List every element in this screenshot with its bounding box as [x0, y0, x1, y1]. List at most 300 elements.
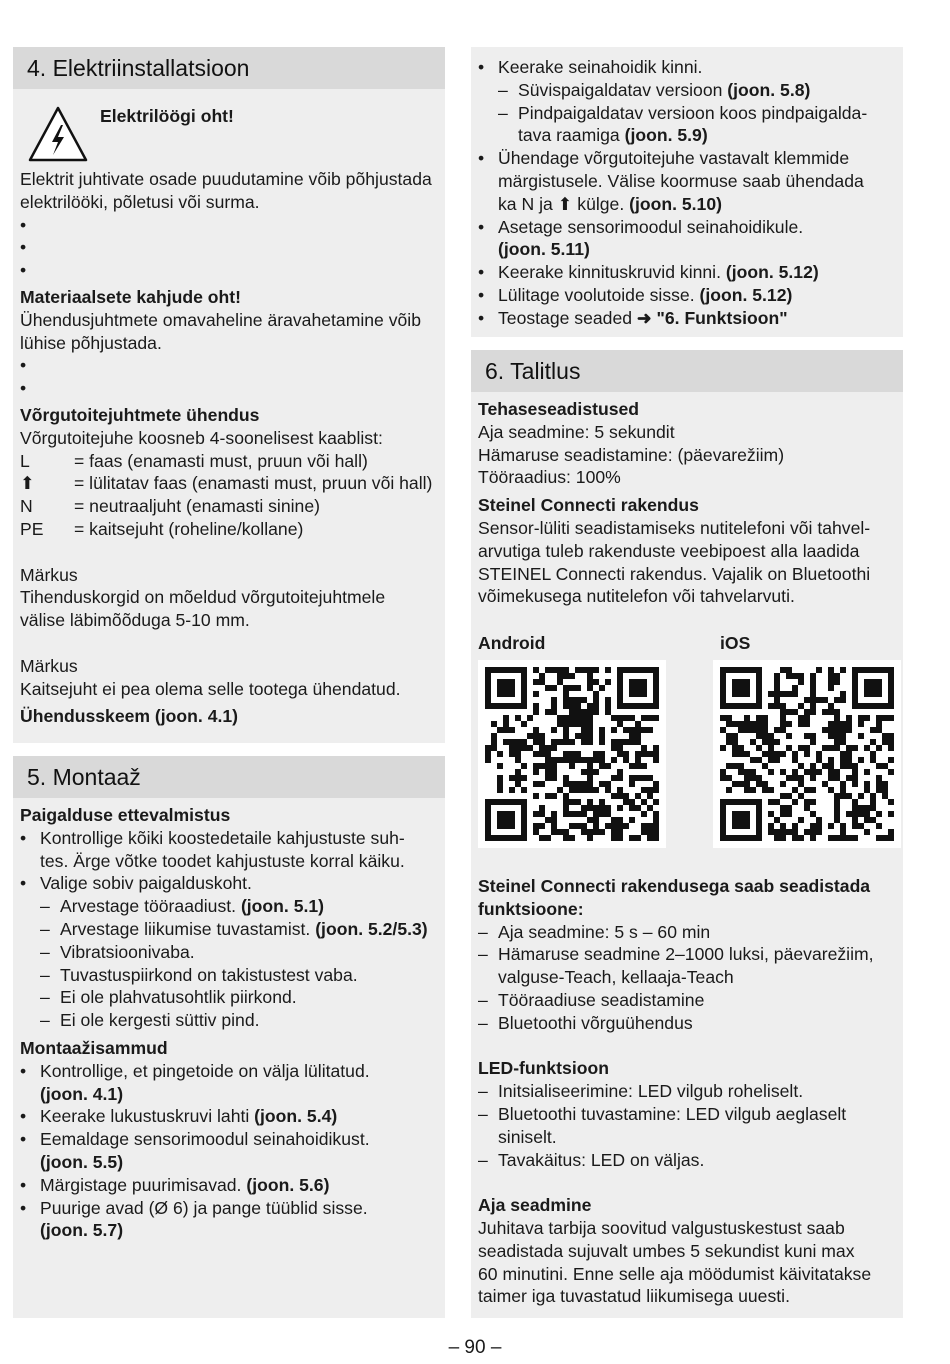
qr-module: [617, 685, 623, 691]
qr-module: [527, 745, 533, 751]
qr-module: [834, 721, 840, 727]
led-heading: LED-funktsioon: [478, 1058, 609, 1079]
android-qr-code[interactable]: [478, 660, 666, 848]
qr-module: [798, 673, 804, 679]
qr-module: [738, 769, 744, 775]
qr-module: [738, 745, 744, 751]
qr-module: [551, 685, 557, 691]
figure-reference: (joon. 5.6): [246, 1174, 330, 1195]
qr-module: [485, 679, 491, 685]
qr-module: [653, 673, 659, 679]
qr-module: [762, 721, 768, 727]
qr-module: [738, 685, 744, 691]
wire-description: = kaitsejuht (roheline/kollane): [74, 519, 304, 539]
time-text: 60 minutini. Enne selle aja möödumist käivitatakse: [478, 1263, 872, 1284]
qr-module: [563, 727, 569, 733]
qr-module: [726, 739, 732, 745]
qr-module: [587, 781, 593, 787]
qr-module: [503, 739, 509, 745]
qr-module: [828, 667, 834, 673]
qr-module: [828, 721, 834, 727]
qr-module: [569, 721, 575, 727]
qr-module: [521, 739, 527, 745]
qr-module: [834, 733, 840, 739]
qr-module: [876, 715, 882, 721]
list-item-text: Valige sobiv paigalduskoht.: [40, 873, 252, 894]
qr-module: [647, 715, 653, 721]
figure-reference: (joon. 5.1): [240, 896, 325, 917]
qr-module: [870, 757, 876, 763]
qr-module: [521, 811, 527, 817]
qr-module: [882, 739, 888, 745]
qr-module: [726, 763, 732, 769]
qr-module: [888, 679, 894, 685]
qr-module: [774, 691, 780, 697]
qr-module: [828, 775, 834, 781]
app-text: STEINEL Connecti rakendus. Vajalik on Bluetoothi: [478, 563, 871, 584]
qr-module: [491, 799, 497, 805]
qr-module: [720, 679, 726, 685]
qr-module: [738, 667, 744, 673]
qr-module: [864, 715, 870, 721]
qr-module: [738, 811, 744, 817]
qr-module: [834, 727, 840, 733]
qr-module: [485, 703, 491, 709]
ios-qr-code[interactable]: [713, 660, 901, 848]
qr-module: [647, 793, 653, 799]
qr-module: [515, 703, 521, 709]
functions-heading: Steinel Connecti rakendusega saab seadistada: [478, 876, 871, 896]
qr-module: [756, 757, 762, 763]
qr-module: [521, 829, 527, 835]
qr-module: [798, 763, 804, 769]
qr-module: [864, 781, 870, 787]
qr-module: [852, 835, 858, 841]
figure-reference: (joon. 5.5): [40, 1152, 124, 1172]
figure-reference: (joon. 5.7): [40, 1220, 124, 1241]
qr-module: [635, 733, 641, 739]
qr-module: [647, 823, 653, 829]
qr-module: [780, 793, 786, 799]
qr-module: [792, 751, 798, 757]
qr-module: [852, 679, 858, 685]
qr-module: [593, 703, 599, 709]
qr-module: [587, 715, 593, 721]
qr-module: [786, 745, 792, 751]
qr-module: [575, 781, 581, 787]
app-text: võimekusega nutitelefon või tahvelarvuti.: [478, 586, 795, 607]
qr-module: [551, 709, 557, 715]
qr-module: [521, 799, 527, 805]
qr-module: [509, 691, 515, 697]
qr-module: [828, 745, 834, 751]
qr-module: [623, 823, 629, 829]
qr-module: [792, 775, 798, 781]
qr-module: [581, 709, 587, 715]
qr-module: [599, 805, 605, 811]
qr-module: [852, 697, 858, 703]
qr-module: [858, 733, 864, 739]
qr-module: [599, 781, 605, 787]
qr-module: [864, 817, 870, 823]
qr-module: [569, 739, 575, 745]
qr-module: [852, 781, 858, 787]
qr-module: [653, 751, 659, 757]
figure-reference: (joon. 5.10): [629, 193, 722, 214]
step-item: [498, 147, 849, 170]
wire-code: ⬆: [20, 473, 35, 494]
qr-module: [617, 751, 623, 757]
qr-module: [876, 691, 882, 697]
qr-module: [780, 811, 786, 817]
qr-module: [593, 757, 599, 763]
qr-module: [551, 703, 557, 709]
qr-module: [834, 679, 840, 685]
qr-module: [503, 703, 509, 709]
qr-module: [533, 751, 539, 757]
qr-module: [888, 715, 894, 721]
qr-module: [738, 727, 744, 733]
qr-module: [876, 823, 882, 829]
qr-module: [834, 697, 840, 703]
qr-module: [774, 829, 780, 835]
qr-module: [720, 703, 726, 709]
qr-module: [521, 703, 527, 709]
qr-module: [581, 769, 587, 775]
qr-module: [515, 667, 521, 673]
prep-heading: Paigalduse ettevalmistus: [20, 805, 231, 825]
list-item-text: Keerake seinahoidik kinni.: [498, 57, 703, 77]
qr-module: [798, 835, 804, 841]
factory-heading: Tehaseseadistused: [478, 399, 640, 419]
qr-module: [798, 715, 804, 721]
qr-module: [485, 751, 491, 757]
step-item: [498, 261, 819, 284]
list-item-text: tava raamiga: [518, 125, 625, 146]
qr-module: [539, 763, 545, 769]
qr-module: [870, 685, 876, 691]
qr-module: [641, 691, 647, 697]
prep-item: [40, 872, 252, 895]
qr-module: [617, 697, 623, 703]
material-heading: Materiaalsete kahjude oht!: [20, 287, 241, 307]
qr-module: [581, 829, 587, 835]
qr-module: [551, 829, 557, 835]
qr-module: [485, 799, 491, 805]
qr-module: [611, 757, 617, 763]
list-item-text: Ühendage võrgutoitejuhe vastavalt klemmide: [498, 148, 850, 169]
qr-module: [485, 757, 491, 763]
qr-module: [581, 811, 587, 817]
qr-module: [503, 811, 509, 817]
qr-module: [629, 679, 635, 685]
qr-module: [738, 817, 744, 823]
qr-module: [852, 775, 858, 781]
list-item-text: ka N ja ⬆ külge.: [498, 193, 630, 214]
qr-module: [575, 823, 581, 829]
qr-module: [599, 751, 605, 757]
qr-module: [575, 757, 581, 763]
qr-module: [599, 763, 605, 769]
qr-module: [744, 799, 750, 805]
qr-module: [828, 703, 834, 709]
qr-module: [539, 739, 545, 745]
qr-module: [497, 685, 503, 691]
qr-module: [810, 703, 816, 709]
qr-module: [527, 733, 533, 739]
qr-module: [888, 697, 894, 703]
qr-module: [587, 805, 593, 811]
qr-module: [545, 667, 551, 673]
qr-module: [804, 721, 810, 727]
qr-module: [653, 817, 659, 823]
qr-module: [792, 829, 798, 835]
qr-module: [545, 763, 551, 769]
qr-module: [533, 829, 539, 835]
qr-module: [521, 679, 527, 685]
qr-module: [804, 787, 810, 793]
qr-module: [756, 775, 762, 781]
qr-module: [876, 781, 882, 787]
qr-module: [876, 703, 882, 709]
qr-module: [563, 733, 569, 739]
qr-module: [756, 817, 762, 823]
qr-module: [641, 727, 647, 733]
list-item-text: Aja seadmine: 5 s – 60 min: [498, 921, 711, 942]
qr-module: [822, 763, 828, 769]
qr-module: [503, 799, 509, 805]
qr-module: [647, 787, 653, 793]
qr-module: [491, 739, 497, 745]
qr-module: [780, 691, 786, 697]
qr-module: [629, 799, 635, 805]
factory-line: Aja seadmine: 5 sekundit: [478, 421, 675, 442]
qr-module: [822, 709, 828, 715]
qr-module: [635, 739, 641, 745]
qr-module: [780, 715, 786, 721]
qr-module: [858, 805, 864, 811]
qr-module: [581, 697, 587, 703]
qr-module: [810, 787, 816, 793]
qr-module: [599, 799, 605, 805]
figure-reference: (joon. 5.12): [725, 262, 819, 283]
qr-module: [720, 769, 726, 775]
qr-module: [726, 733, 732, 739]
qr-module: [852, 673, 858, 679]
qr-module: [810, 823, 816, 829]
qr-module: [810, 709, 816, 715]
qr-module: [738, 691, 744, 697]
qr-module: [744, 775, 750, 781]
qr-module: [804, 769, 810, 775]
qr-module: [641, 715, 647, 721]
qr-module: [804, 829, 810, 835]
qr-module: [563, 757, 569, 763]
qr-module: [804, 805, 810, 811]
list-item-text: Teostage seaded: [498, 307, 637, 328]
qr-module: [738, 751, 744, 757]
qr-module: [611, 793, 617, 799]
qr-module: [569, 781, 575, 787]
qr-module: [533, 823, 539, 829]
qr-module: [641, 751, 647, 757]
time-heading: Aja seadmine: [478, 1195, 592, 1216]
step-item: [40, 1151, 123, 1174]
qr-module: [575, 709, 581, 715]
qr-module: [617, 715, 623, 721]
qr-module: [545, 817, 551, 823]
qr-module: [533, 739, 539, 745]
qr-module: [888, 829, 894, 835]
qr-module: [629, 733, 635, 739]
qr-module: [828, 835, 834, 841]
qr-module: [768, 811, 774, 817]
qr-module: [756, 691, 762, 697]
qr-module: [491, 733, 497, 739]
qr-module: [647, 805, 653, 811]
qr-module: [653, 691, 659, 697]
qr-module: [485, 823, 491, 829]
qr-module: [720, 727, 726, 733]
qr-module: [611, 739, 617, 745]
qr-module: [635, 667, 641, 673]
qr-module: [497, 751, 503, 757]
qr-module: [635, 775, 641, 781]
qr-module: [780, 721, 786, 727]
qr-module: [792, 709, 798, 715]
qr-module: [816, 697, 822, 703]
qr-module: [533, 667, 539, 673]
qr-module: [491, 721, 497, 727]
qr-module: [551, 763, 557, 769]
qr-module: [840, 751, 846, 757]
qr-module: [557, 739, 563, 745]
list-item-text: Vibratsioonivaba.: [60, 941, 195, 962]
qr-module: [822, 781, 828, 787]
qr-module: [882, 763, 888, 769]
qr-module: [599, 739, 605, 745]
qr-module: [653, 811, 659, 817]
qr-module: [864, 685, 870, 691]
qr-module: [557, 721, 563, 727]
wire-description: = neutraaljuht (enamasti sinine): [74, 496, 320, 517]
qr-module: [840, 835, 846, 841]
qr-module: [786, 793, 792, 799]
qr-module: [762, 733, 768, 739]
qr-module: [617, 793, 623, 799]
qr-module: [545, 685, 551, 691]
qr-module: [726, 799, 732, 805]
qr-module: [623, 793, 629, 799]
qr-module: [798, 745, 804, 751]
qr-module: [726, 715, 732, 721]
qr-module: [780, 703, 786, 709]
qr-module: [635, 721, 641, 727]
qr-module: [629, 667, 635, 673]
figure-reference: (joon. 5.11): [498, 239, 590, 260]
qr-module: [780, 805, 786, 811]
qr-module: [569, 685, 575, 691]
qr-module: [810, 829, 816, 835]
qr-module: [509, 739, 515, 745]
qr-module: [647, 727, 653, 733]
qr-module: [756, 667, 762, 673]
qr-module: [641, 685, 647, 691]
qr-module: [563, 811, 569, 817]
qr-module: [750, 769, 756, 775]
qr-module: [888, 835, 894, 841]
qr-module: [617, 745, 623, 751]
qr-module: [828, 685, 834, 691]
qr-module: [605, 787, 611, 793]
qr-module: [846, 757, 852, 763]
qr-module: [575, 733, 581, 739]
qr-module: [605, 805, 611, 811]
qr-module: [738, 721, 744, 727]
qr-module: [756, 727, 762, 733]
qr-module: [533, 691, 539, 697]
qr-module: [593, 811, 599, 817]
app-text: Sensor-lüliti seadistamiseks nutitelefoni või tahvel-: [478, 518, 871, 538]
qr-module: [575, 667, 581, 673]
qr-module: [641, 823, 647, 829]
qr-module: [605, 709, 611, 715]
qr-module: [563, 781, 569, 787]
list-item-text: Tavakäitus: LED on väljas.: [498, 1149, 705, 1170]
qr-module: [786, 691, 792, 697]
list-item-text: Kontrollige kõiki koostedetaile kahjustuste suh-: [40, 827, 405, 848]
step-item: [40, 1060, 370, 1083]
list-item-text: valguse-Teach, kellaaja-Teach: [498, 967, 734, 988]
qr-module: [521, 763, 527, 769]
list-item-text: Kontrollige, et pingetoide on välja lülitatud.: [40, 1060, 370, 1081]
qr-module: [509, 667, 515, 673]
qr-module: [876, 835, 882, 841]
qr-module: [738, 703, 744, 709]
qr-module: [738, 835, 744, 841]
qr-module: [786, 721, 792, 727]
list-item-text: Eemaldage sensorimoodul seinahoidikust.: [40, 1129, 370, 1150]
qr-module: [750, 667, 756, 673]
qr-module: [732, 745, 738, 751]
section-5-title: 5. Montaaž: [13, 756, 445, 798]
qr-module: [593, 823, 599, 829]
qr-module: [888, 799, 894, 805]
qr-module: [641, 799, 647, 805]
qr-module: [653, 835, 659, 841]
qr-module: [587, 829, 593, 835]
qr-module: [503, 679, 509, 685]
qr-module: [521, 685, 527, 691]
qr-module: [515, 781, 521, 787]
qr-module: [846, 835, 852, 841]
qr-module: [635, 685, 641, 691]
qr-module: [756, 745, 762, 751]
qr-module: [653, 703, 659, 709]
qr-module: [864, 829, 870, 835]
qr-module: [545, 793, 551, 799]
list-item-text: siniselt.: [498, 1126, 557, 1147]
list-item-text: Arvestage liikumise tuvastamist.: [60, 919, 316, 939]
qr-module: [629, 763, 635, 769]
qr-module: [780, 829, 786, 835]
step-item: [498, 216, 803, 239]
qr-module: [521, 697, 527, 703]
factory-line: Tööraadius: 100%: [478, 467, 621, 488]
qr-module: [720, 745, 726, 751]
qr-module: [852, 811, 858, 817]
qr-module: [768, 799, 774, 805]
